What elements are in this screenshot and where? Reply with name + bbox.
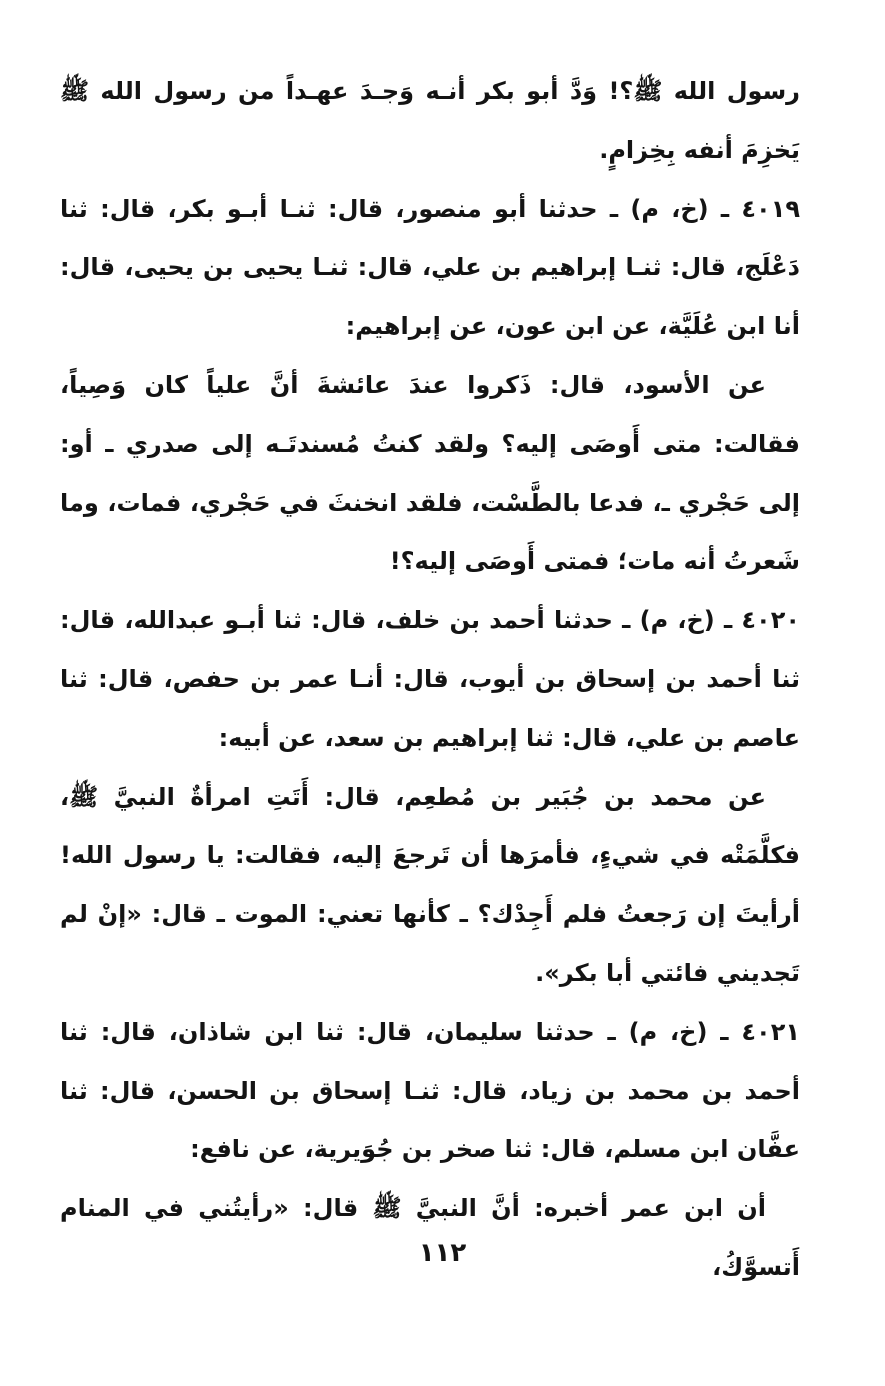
isnad-text: ـ (خ، م) ـ حدثنا أحمد بن خلف، قال: ثنا أبـو عبدالله، قال: ثنا أحمد بن إسحاق بن أيوب، قال: أنـا عمر بن حفص، قال: ثنا عاصم بن علي، قال: ثنا إبراهيم بن سعد، عن أبيه:	[60, 606, 800, 752]
page-number: ١١٢	[418, 1238, 467, 1268]
hadith-4021-matn: أن ابن عمر أخبره: أنَّ النبيَّ ﷺ قال: «رأيتُني في المنام أَتسوَّكُ،	[60, 1194, 800, 1281]
page-body	[60, 62, 800, 1297]
isnad-text: ـ (خ، م) ـ حدثنا أبو منصور، قال: ثنـا أبـو بكر، قال: ثنا دَعْلَج، قال: ثنـا إبراهيم بن علي، قال: ثنـا يحيى بن يحيى، قال: أنا ابن عُلَيَّة، عن ابن عون، عن إبراهيم:	[60, 194, 800, 341]
hadith-4020-matn: عن محمد بن جُبَير بن مُطعِم، قال: أَتَتِ امرأةٌ النبيَّ ﷺ، فكلَّمَتْه في شيءٍ، فأمرَها أن تَرجعَ إليه، فقالت: يا رسول الله! أرأيتَ إن رَجعتُ فلم أَجِدْك؟ ـ كأنها تعني: الموت ـ قال: «إنْ لم تَجديني فائتي أبا بكر».	[60, 782, 800, 987]
hadith-number: ٤٠٢١	[741, 1017, 800, 1046]
continuation-text: رسول الله ﷺ؟! وَدَّ أبو بكر أنـه وَجـدَ عهـداً من رسول الله ﷺ يَخزِمَ أنفه بِخِزامٍ.	[60, 77, 800, 164]
hadith-number: ٤٠١٩	[741, 194, 800, 223]
hadith-4019-matn: عن الأسود، قال: ذَكروا عندَ عائشةَ أنَّ علياً كان وَصِياً، فقالت: متى أَوصَى إليه؟ ولقد كنتُ مُسندتَـه إلى صدري ـ أو: إلى حَجْري ـ، فدعا بالطَّسْت، فلقد انخنثَ في حَجْري، فمات، وما شَعرتُ أنه مات؛ فمتى أَوصَى إليه؟!	[60, 370, 800, 576]
hadith-4020-isnad	[60, 591, 800, 767]
hadith-number: ٤٠٢٠	[741, 606, 800, 635]
hadith-4021-isnad	[60, 1003, 800, 1179]
isnad-text: ـ (خ، م) ـ حدثنا سليمان، قال: ثنا ابن شاذان، قال: ثنا أحمد بن محمد بن زياد، قال: ثنـا إسحاق بن الحسن، قال: ثنا عفَّان ابن مسلم، قال: ثنا صخر بن جُوَيرية، عن نافع:	[60, 1017, 800, 1164]
hadith-4019-isnad	[60, 180, 800, 356]
